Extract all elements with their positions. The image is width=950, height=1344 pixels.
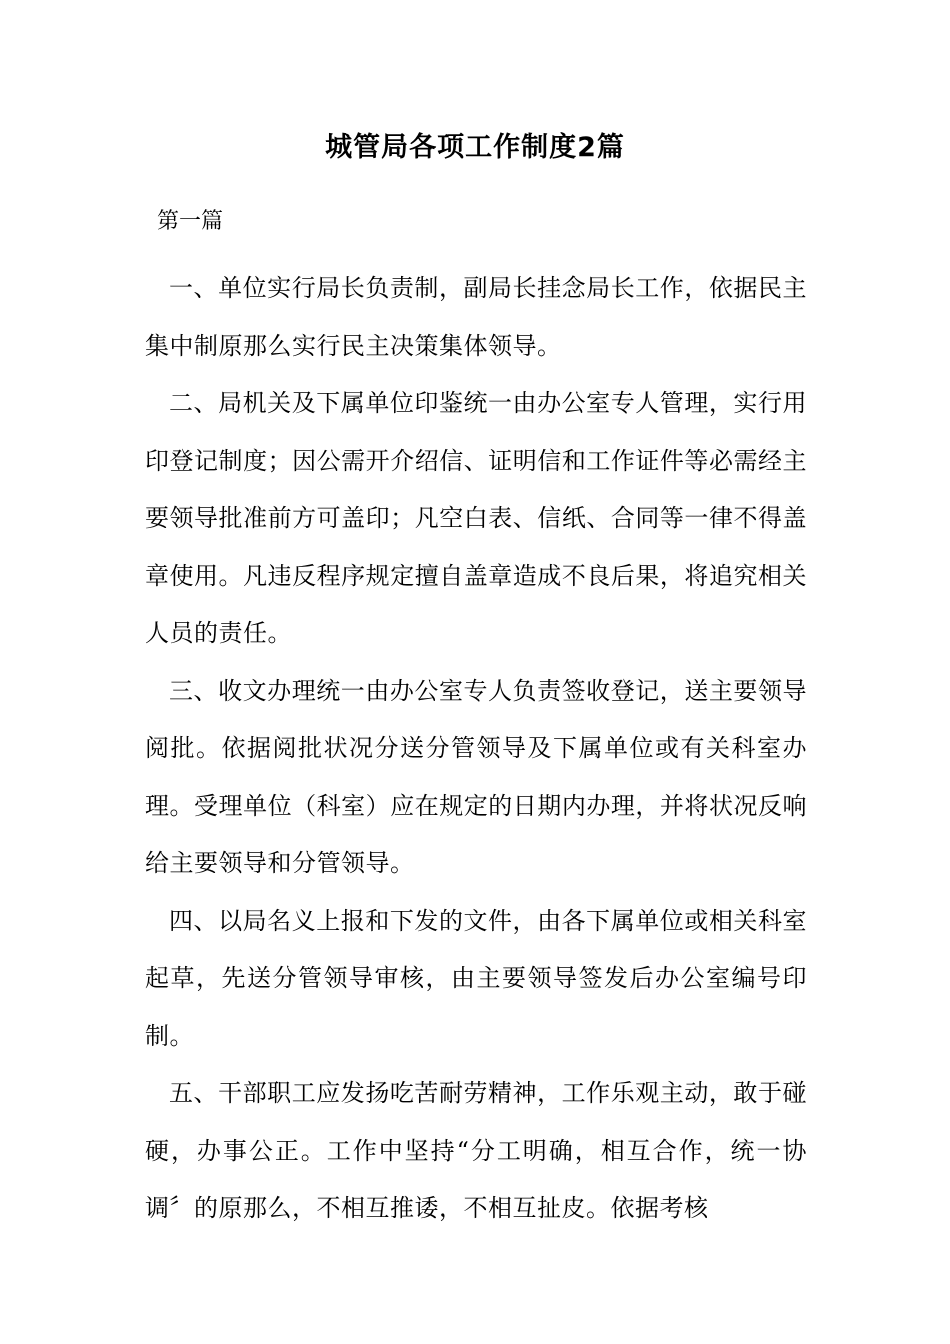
paragraph-1: 一、单位实行局长负责制，副局长挂念局长工作，依据民主集中制原那么实行民主决策集体领导。 — [145, 274, 807, 360]
paragraph-5: 五、干部职工应发扬吃苦耐劳精神，工作乐观主动，敢于碰硬，办事公正。工作中坚持“分工明确，相互合作，统一协调〞的原那么，不相互推诿，不相互扯皮。依据考核 — [145, 1079, 807, 1222]
section-label: 第一篇 — [157, 209, 224, 234]
paragraph-4: 四、以局名义上报和下发的文件，由各下属单位或相关科室起草，先送分管领导审核，由主要领导签发后办公室编号印制。 — [145, 906, 807, 1050]
paragraph-2: 二、局机关及下属单位印鉴统一由办公室专人管理，实行用印登记制度；因公需开介绍信、证明信和工作证件等必需经主要领导批准前方可盖印；凡空白表、信纸、合同等一律不得盖章使用。凡违反程序规定擅自盖章造成不良后果，将追究相关人员的责任。 — [145, 389, 807, 647]
document-body — [145, 260, 807, 1238]
paragraph-3: 三、收文办理统一由办公室专人负责签收登记，送主要领导阅批。依据阅批状况分送分管领导及下属单位或有关科室办理。受理单位（科室）应在规定的日期内办理，并将状况反响给主要领导和分管领导。 — [145, 676, 807, 877]
document-title: 城管局各项工作制度2篇 — [325, 132, 625, 163]
